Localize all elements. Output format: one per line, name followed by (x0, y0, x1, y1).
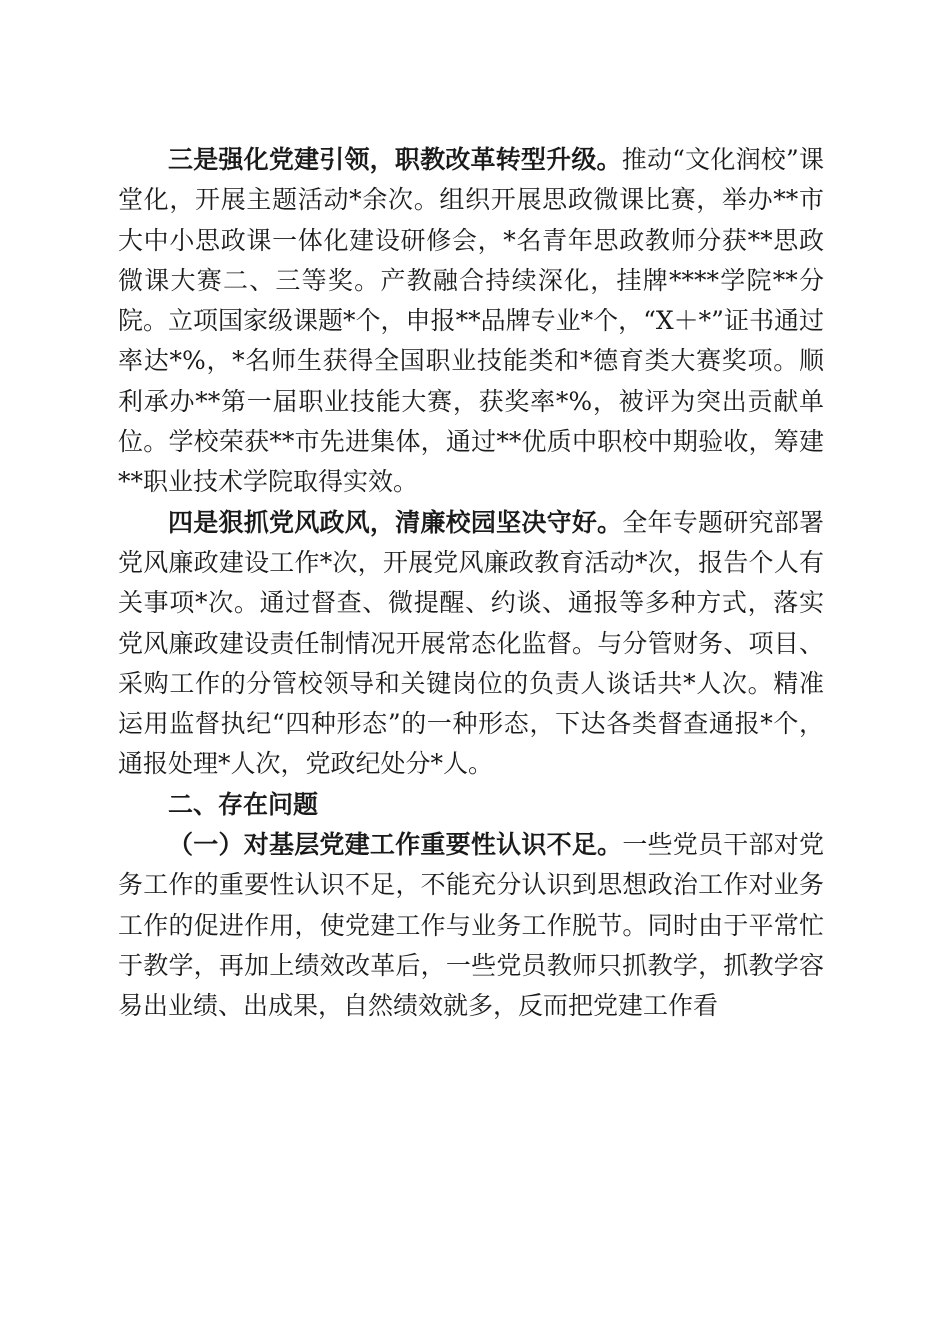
paragraph-lead: （一）对基层党建工作重要性认识不足。 (168, 830, 623, 860)
paragraph-lead: 四是狠抓党风政风，清廉校园坚决守好。 (168, 507, 623, 537)
paragraph-party-leadership (118, 140, 824, 503)
document-page (118, 140, 824, 1027)
paragraph-body: 一些党员干部对党务工作的重要性认识不足，不能充分认识到思想政治工作对业务工作的促进作用，使党建工作与业务工作脱节。同时由于平常忙于教学，再加上绩效改革后，一些党员教师只抓教学，抓教学容易出业绩、出成果，自然绩效就多，反而把党建工作看 (118, 830, 824, 1021)
paragraph-issue-one (118, 825, 824, 1026)
paragraph-lead: 三是强化党建引领，职教改革转型升级。 (168, 145, 622, 174)
paragraph-body: 推动“文化润校”课堂化，开展主题活动*余次。组织开展思政微课比赛，举办**市大中小思政课一体化建设研修会，*名青年思政教师分获**思政微课大赛二、三等奖。产教融合持续深化，挂牌****学院**分院。立项国家级课题*个，申报**品牌专业*个，“X＋*”证书通过率达*%，*名师生获得全国职业技能类和*德育类大赛奖项。顺利承办**第一届职业技能大赛，获奖率*%，被评为突出贡献单位。学校荣获**市先进集体，通过**优质中职校中期验收，筹建**职业技术学院取得实效。 (118, 145, 824, 497)
paragraph-body: 全年专题研究部署党风廉政建设工作*次，开展党风廉政教育活动*次，报告个人有关事项*次。通过督查、微提醒、约谈、通报等多种方式，落实党风廉政建设责任制情况开展常态化监督。与分管财务、项目、采购工作的分管校领导和关键岗位的负责人谈话共*人次。精准运用监督执纪“四种形态”的一种形态，下达各类督查通报*个，通报处理*人次，党政纪处分*人。 (118, 507, 824, 779)
section-heading: 二、存在问题 (168, 789, 319, 819)
paragraph-clean-campus (118, 503, 824, 785)
